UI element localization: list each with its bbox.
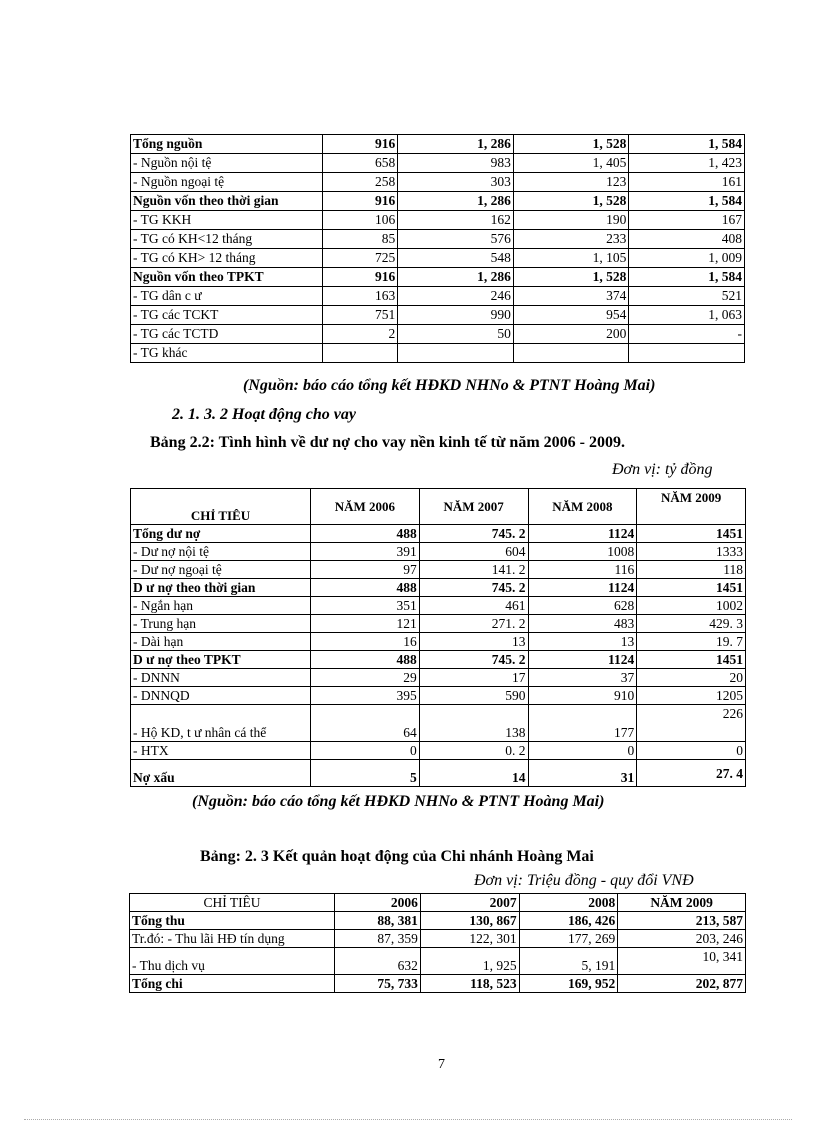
cell-2007: 141. 2 (419, 561, 528, 579)
cell-2006: 258 (323, 173, 398, 192)
cell-2008: 1, 528 (513, 135, 629, 154)
row-label: - Nguồn nội tệ (131, 154, 323, 173)
cell-2009: 203, 246 (618, 930, 746, 948)
table-row (131, 615, 746, 633)
table-row (131, 192, 745, 211)
row-label: Tổng chi (130, 975, 335, 993)
row-label: - Thu dịch vụ (130, 948, 335, 975)
cell-2009: 521 (629, 287, 745, 306)
header-2008: NĂM 2008 (528, 489, 637, 525)
cell-2009: - (629, 325, 745, 344)
row-label: - TG có KH<12 tháng (131, 230, 323, 249)
cell-2008: 200 (513, 325, 629, 344)
table2-unit: Đơn vị: tỷ đồng (612, 461, 713, 478)
table-row (130, 975, 746, 993)
row-label: Nguồn vốn theo thời gian (131, 192, 323, 211)
cell-2009: 0 (637, 742, 746, 760)
cell-2006: 29 (311, 669, 420, 687)
cell-2006 (323, 344, 398, 363)
cell-2008: 31 (528, 760, 637, 787)
cell-2006: 351 (311, 597, 420, 615)
table-row (131, 135, 745, 154)
cell-2009: 408 (629, 230, 745, 249)
row-label: - Hộ KD, t ư nhân cá thể (131, 705, 311, 742)
cell-2008: 374 (513, 287, 629, 306)
header-2006: 2006 (335, 894, 421, 912)
table-row (131, 543, 746, 561)
cell-2007: 50 (398, 325, 514, 344)
row-label: Tr.đó: - Thu lãi HĐ tín dụng (130, 930, 335, 948)
cell-2008: 1, 405 (513, 154, 629, 173)
cell-2009: 118 (637, 561, 746, 579)
row-label: - TG các TCTD (131, 325, 323, 344)
cell-2006: 725 (323, 249, 398, 268)
cell-2006: 88, 381 (335, 912, 421, 930)
cell-2009: 429. 3 (637, 615, 746, 633)
cell-2008: 910 (528, 687, 637, 705)
cell-2009: 1205 (637, 687, 746, 705)
cell-2007: 1, 925 (420, 948, 519, 975)
cell-2007: 122, 301 (420, 930, 519, 948)
cell-2007: 1, 286 (398, 268, 514, 287)
cell-2007: 271. 2 (419, 615, 528, 633)
section-heading: 2. 1. 3. 2 Hoạt động cho vay (172, 406, 356, 423)
table-row (131, 325, 745, 344)
cell-2008: 483 (528, 615, 637, 633)
row-label: - TG các TCKT (131, 306, 323, 325)
cell-2007: 1, 286 (398, 135, 514, 154)
row-label: Nợ xấu (131, 760, 311, 787)
row-label: - TG dân c ư (131, 287, 323, 306)
page-bottom-rule (24, 1119, 792, 1120)
cell-2006: 97 (311, 561, 420, 579)
cell-2006: 16 (311, 633, 420, 651)
cell-2009: 1, 584 (629, 135, 745, 154)
cell-2007: 17 (419, 669, 528, 687)
cell-2006: 488 (311, 651, 420, 669)
table-row (131, 287, 745, 306)
table-row (131, 669, 746, 687)
cell-2007: 990 (398, 306, 514, 325)
table-row (131, 344, 745, 363)
page-number: 7 (438, 1057, 445, 1072)
cell-2009: 1002 (637, 597, 746, 615)
row-label: - DNNN (131, 669, 311, 687)
cell-2007: 576 (398, 230, 514, 249)
cell-2006: 87, 359 (335, 930, 421, 948)
cell-2006: 0 (311, 742, 420, 760)
row-label: D ư nợ theo TPKT (131, 651, 311, 669)
cell-2007: 303 (398, 173, 514, 192)
header-2006: NĂM 2006 (311, 489, 420, 525)
table3-unit: Đơn vị: Triệu đồng - quy đổi VNĐ (474, 872, 694, 889)
row-label: - TG khác (131, 344, 323, 363)
cell-2006: 488 (311, 525, 420, 543)
cell-2006: 488 (311, 579, 420, 597)
table-header-row (131, 489, 746, 525)
cell-2008: 1124 (528, 579, 637, 597)
row-label: Tổng nguồn (131, 135, 323, 154)
cell-2008: 1008 (528, 543, 637, 561)
table-row (130, 912, 746, 930)
cell-2009: 10, 341 (618, 948, 746, 975)
cell-2006: 658 (323, 154, 398, 173)
cell-2008 (513, 344, 629, 363)
cell-2009: 20 (637, 669, 746, 687)
cell-2009: 1, 009 (629, 249, 745, 268)
cell-2007: 162 (398, 211, 514, 230)
cell-2008: 177, 269 (519, 930, 618, 948)
row-label: - Ngắn hạn (131, 597, 311, 615)
table-header-row (130, 894, 746, 912)
row-label: - TG KKH (131, 211, 323, 230)
table-row (131, 651, 746, 669)
cell-2009: 226 (637, 705, 746, 742)
cell-2009: 1451 (637, 579, 746, 597)
header-2008: 2008 (519, 894, 618, 912)
cell-2006: 391 (311, 543, 420, 561)
cell-2007: 14 (419, 760, 528, 787)
header-2009: NĂM 2009 (618, 894, 746, 912)
cell-2009: 1333 (637, 543, 746, 561)
row-label: Nguồn vốn theo TPKT (131, 268, 323, 287)
table-row (131, 633, 746, 651)
cell-2008: 186, 426 (519, 912, 618, 930)
table-row (131, 742, 746, 760)
cell-2009: 213, 587 (618, 912, 746, 930)
cell-2006: 395 (311, 687, 420, 705)
table-row (130, 930, 746, 948)
cell-2007: 604 (419, 543, 528, 561)
cell-2009: 1451 (637, 651, 746, 669)
cell-2006: 106 (323, 211, 398, 230)
table-row (131, 760, 746, 787)
row-label: D ư nợ theo thời gian (131, 579, 311, 597)
cell-2007: 1, 286 (398, 192, 514, 211)
cell-2008: 1, 105 (513, 249, 629, 268)
cell-2009: 1, 063 (629, 306, 745, 325)
cell-2006: 916 (323, 135, 398, 154)
cell-2009: 161 (629, 173, 745, 192)
cell-2007: 548 (398, 249, 514, 268)
cell-2006: 5 (311, 760, 420, 787)
table-row (131, 705, 746, 742)
cell-2007: 130, 867 (420, 912, 519, 930)
table-row (131, 579, 746, 597)
cell-2006: 121 (311, 615, 420, 633)
header-indicator: CHỈ TIÊU (130, 894, 335, 912)
cell-2008: 0 (528, 742, 637, 760)
cell-2007: 590 (419, 687, 528, 705)
table3-caption: Bảng: 2. 3 Kết quản hoạt động của Chi nhánh Hoàng Mai (200, 848, 594, 865)
table2-caption: Bảng 2.2: Tình hình về dư nợ cho vay nền kinh tế từ năm 2006 - 2009. (150, 434, 625, 451)
cell-2009: 202, 877 (618, 975, 746, 993)
row-label: - Dài hạn (131, 633, 311, 651)
cell-2008: 954 (513, 306, 629, 325)
cell-2008: 116 (528, 561, 637, 579)
table-row (131, 230, 745, 249)
cell-2006: 2 (323, 325, 398, 344)
table-row (131, 306, 745, 325)
table-row (131, 525, 746, 543)
cell-2007: 745. 2 (419, 579, 528, 597)
row-label: Tổng dư nợ (131, 525, 311, 543)
header-2007: NĂM 2007 (419, 489, 528, 525)
cell-2006: 916 (323, 268, 398, 287)
cell-2008: 190 (513, 211, 629, 230)
cell-2008: 177 (528, 705, 637, 742)
row-label: - Dư nợ ngoại tệ (131, 561, 311, 579)
cell-2006: 632 (335, 948, 421, 975)
row-label: - Trung hạn (131, 615, 311, 633)
table-row (131, 173, 745, 192)
cell-2008: 1124 (528, 525, 637, 543)
table-row (130, 948, 746, 975)
branch-results-table (129, 893, 746, 993)
table2-source-note: (Nguồn: báo cáo tổng kết HĐKD NHNo & PTNT Hoàng Mai) (192, 793, 605, 810)
cell-2007: 745. 2 (419, 525, 528, 543)
table-row (131, 249, 745, 268)
cell-2008: 5, 191 (519, 948, 618, 975)
cell-2006: 751 (323, 306, 398, 325)
row-label: Tổng thu (130, 912, 335, 930)
cell-2008: 37 (528, 669, 637, 687)
cell-2009: 19. 7 (637, 633, 746, 651)
cell-2007: 745. 2 (419, 651, 528, 669)
cell-2008: 628 (528, 597, 637, 615)
cell-2009: 1, 423 (629, 154, 745, 173)
row-label: - Dư nợ nội tệ (131, 543, 311, 561)
cell-2007: 983 (398, 154, 514, 173)
cell-2006: 85 (323, 230, 398, 249)
cell-2008: 169, 952 (519, 975, 618, 993)
cell-2007: 246 (398, 287, 514, 306)
header-indicator: CHỈ TIÊU (131, 489, 311, 525)
cell-2006: 163 (323, 287, 398, 306)
cell-2007: 0. 2 (419, 742, 528, 760)
row-label: - HTX (131, 742, 311, 760)
cell-2009: 27. 4 (637, 760, 746, 787)
cell-2006: 916 (323, 192, 398, 211)
cell-2009: 1, 584 (629, 268, 745, 287)
cell-2008: 233 (513, 230, 629, 249)
cell-2006: 64 (311, 705, 420, 742)
row-label: - DNNQD (131, 687, 311, 705)
table-row (131, 211, 745, 230)
cell-2009 (629, 344, 745, 363)
loan-balance-table (130, 488, 746, 787)
row-label: - Nguồn ngoại tệ (131, 173, 323, 192)
table-row (131, 154, 745, 173)
cell-2007: 13 (419, 633, 528, 651)
cell-2006: 75, 733 (335, 975, 421, 993)
cell-2008: 1124 (528, 651, 637, 669)
header-2007: 2007 (420, 894, 519, 912)
table-row (131, 687, 746, 705)
cell-2008: 123 (513, 173, 629, 192)
table1-source-note: (Nguồn: báo cáo tổng kết HĐKD NHNo & PTNT Hoàng Mai) (243, 377, 656, 394)
cell-2007 (398, 344, 514, 363)
cell-2007: 118, 523 (420, 975, 519, 993)
table-row (131, 561, 746, 579)
cell-2008: 1, 528 (513, 268, 629, 287)
funding-sources-table (130, 134, 745, 363)
cell-2007: 138 (419, 705, 528, 742)
cell-2009: 167 (629, 211, 745, 230)
row-label: - TG có KH> 12 tháng (131, 249, 323, 268)
cell-2008: 13 (528, 633, 637, 651)
cell-2007: 461 (419, 597, 528, 615)
table-row (131, 268, 745, 287)
cell-2008: 1, 528 (513, 192, 629, 211)
cell-2009: 1451 (637, 525, 746, 543)
table-row (131, 597, 746, 615)
cell-2009: 1, 584 (629, 192, 745, 211)
header-2009: NĂM 2009 (637, 489, 746, 525)
